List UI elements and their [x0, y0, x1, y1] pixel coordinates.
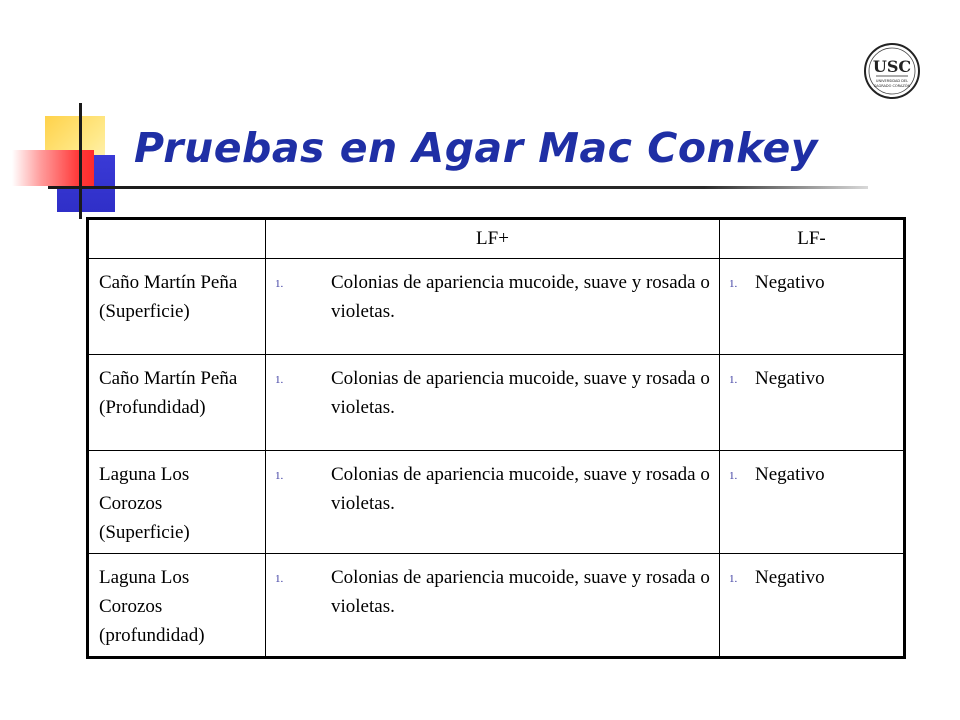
location-cell: Caño Martín Peña (Superficie)	[88, 259, 266, 355]
header-lf-minus: LF-	[720, 219, 905, 259]
table-row	[88, 355, 905, 451]
slide-title: Pruebas en Agar Mac Conkey	[134, 124, 819, 172]
decorative-horizontal-line	[48, 186, 868, 189]
svg-text:USC: USC	[872, 57, 912, 76]
results-table	[86, 217, 906, 659]
lf-plus-text: Colonias de apariencia mucoide, suave y rosada o violetas.	[331, 272, 710, 322]
lf-minus-text: Negativo	[755, 567, 825, 588]
table-row	[88, 451, 905, 554]
list-number: 1.	[275, 470, 284, 482]
table-header-row	[88, 219, 905, 259]
lf-plus-cell	[266, 355, 720, 451]
university-logo	[862, 42, 922, 100]
lf-minus-cell	[720, 451, 905, 554]
lf-minus-text: Negativo	[755, 368, 825, 389]
results-table-wrapper	[86, 217, 906, 659]
lf-plus-cell	[266, 451, 720, 554]
decorative-vertical-line	[79, 103, 82, 219]
list-number: 1.	[729, 470, 738, 482]
svg-text:UNIVERSIDAD DEL: UNIVERSIDAD DEL	[875, 79, 909, 83]
location-cell: Laguna Los Corozos (profundidad)	[88, 554, 266, 658]
header-empty	[88, 219, 266, 259]
lf-plus-text: Colonias de apariencia mucoide, suave y rosada o violetas.	[331, 464, 710, 514]
list-number: 1.	[275, 374, 284, 386]
list-number: 1.	[729, 278, 738, 290]
lf-minus-text: Negativo	[755, 464, 825, 485]
lf-minus-cell	[720, 355, 905, 451]
lf-plus-cell	[266, 554, 720, 658]
lf-plus-cell	[266, 259, 720, 355]
table-row	[88, 259, 905, 355]
list-number: 1.	[729, 374, 738, 386]
list-number: 1.	[275, 573, 284, 585]
lf-minus-text: Negativo	[755, 272, 825, 293]
location-cell: Caño Martín Peña (Profundidad)	[88, 355, 266, 451]
list-number: 1.	[729, 573, 738, 585]
lf-minus-cell	[720, 259, 905, 355]
location-cell: Laguna Los Corozos (Superficie)	[88, 451, 266, 554]
lf-plus-text: Colonias de apariencia mucoide, suave y rosada o violetas.	[331, 567, 710, 617]
header-lf-plus: LF+	[266, 219, 720, 259]
list-number: 1.	[275, 278, 284, 290]
table-row	[88, 554, 905, 658]
lf-minus-cell	[720, 554, 905, 658]
svg-text:SAGRADO CORAZÓN: SAGRADO CORAZÓN	[873, 84, 911, 88]
lf-plus-text: Colonias de apariencia mucoide, suave y rosada o violetas.	[331, 368, 710, 418]
